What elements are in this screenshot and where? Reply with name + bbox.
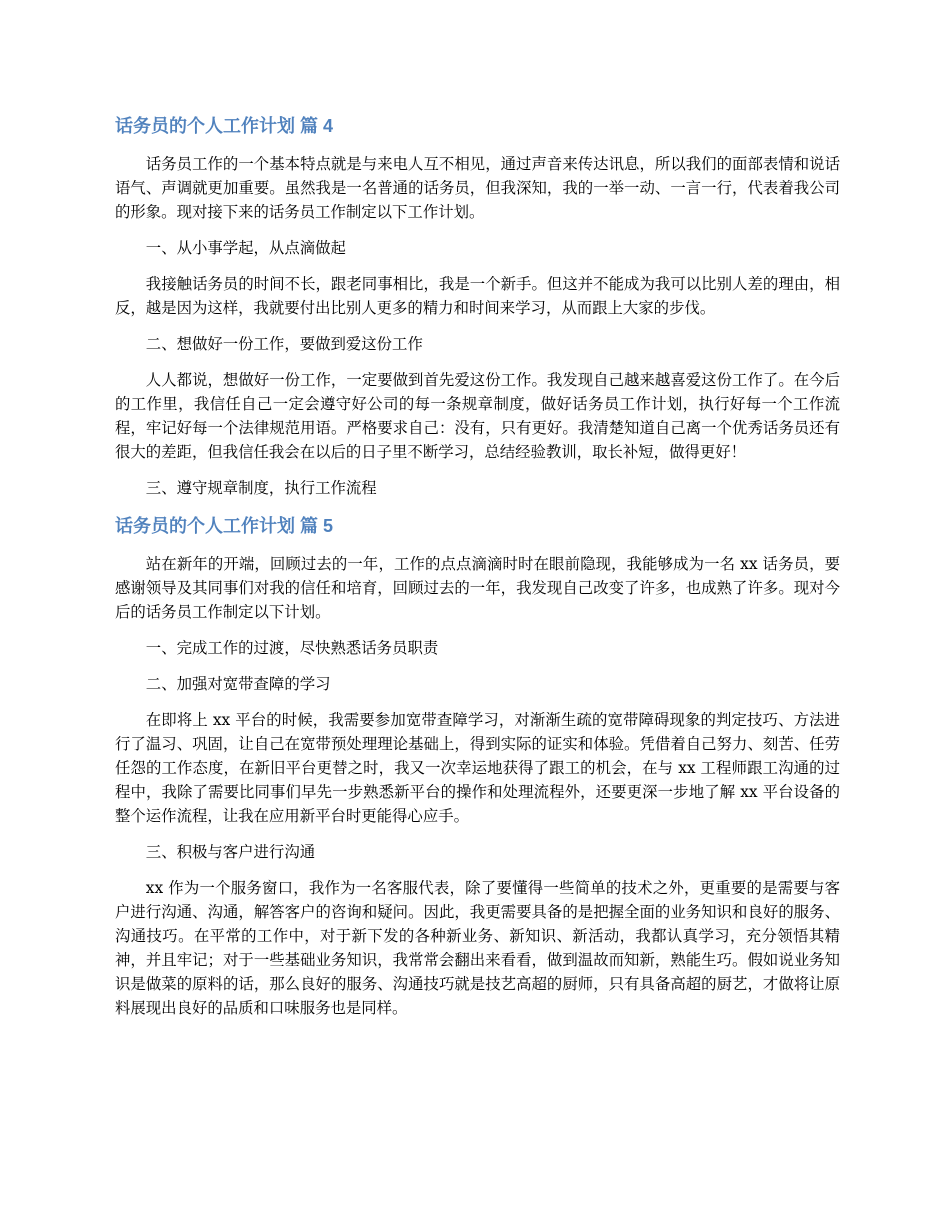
paragraph: 站在新年的开端，回顾过去的一年，工作的点点滴滴时时在眼前隐现，我能够成为一名 xx 话务员，要感谢领导及其同事们对我的信任和培育，回顾过去的一年，我发现自己改变了许多，也成熟了许多。现对今后的话务员工作制定以下计划。 [115,555,840,621]
subheading: 三、遵守规章制度，执行工作流程 [145,479,377,497]
section-4 [115,112,840,500]
section-title: 话务员的个人工作计划 篇 5 [115,516,334,536]
subheading: 二、加强对宽带查障的学习 [145,675,331,693]
paragraph: 我接触话务员的时间不长，跟老同事相比，我是一个新手。但这并不能成为我可以比别人差的理由，相反，越是因为这样，我就要付出比别人更多的精力和时间来学习，从而跟上大家的步伐。 [115,275,840,317]
section-title: 话务员的个人工作计划 篇 4 [115,116,334,136]
document-page [115,112,840,1032]
subheading: 三、积极与客户进行沟通 [145,843,316,861]
paragraph: 在即将上 xx 平台的时候，我需要参加宽带查障学习，对渐渐生疏的宽带障碍现象的判定技巧、方法进行了温习、巩固，让自己在宽带预处理理论基础上，得到实际的证实和体验。凭借着自己努力、刻苦、任劳任怨的工作态度，在新旧平台更替之时，我又一次幸运地获得了跟工的机会，在与 xx 工程师跟工沟通的过程中，我除了需要比同事们早先一步熟悉新平台的操作和处理流程外，还要更深一步地了解 xx 平台设备的整个运作流程，让我在应用新平台时更能得心应手。 [115,711,840,825]
subheading: 一、从小事学起，从点滴做起 [145,239,346,257]
paragraph: 人人都说，想做好一份工作，一定要做到首先爱这份工作。我发现自己越来越喜爱这份工作了。在今后的工作里，我信任自己一定会遵守好公司的每一条规章制度，做好话务员工作计划，执行好每一个工作流程，牢记好每一个法律规范用语。严格要求自己：没有，只有更好。我清楚知道自己离一个优秀话务员还有很大的差距，但我信任我会在以后的日子里不断学习，总结经验教训，取长补短，做得更好！ [115,371,840,461]
subheading: 二、想做好一份工作，要做到爱这份工作 [145,335,423,353]
section-5 [115,512,840,1020]
subheading: 一、完成工作的过渡，尽快熟悉话务员职责 [145,639,439,657]
paragraph: xx 作为一个服务窗口，我作为一名客服代表，除了要懂得一些简单的技术之外，更重要的是需要与客户进行沟通、沟通，解答客户的咨询和疑问。因此，我更需要具备的是把握全面的业务知识和良好的服务、沟通技巧。在平常的工作中，对于新下发的各种新业务、新知识、新活动，我都认真学习，充分领悟其精神，并且牢记；对于一些基础业务知识，我常常会翻出来看看，做到温故而知新，熟能生巧。假如说业务知识是做菜的原料的话，那么良好的服务、沟通技巧就是技艺高超的厨师，只有具备高超的厨艺，才做将让原料展现出良好的品质和口味服务也是同样。 [115,879,840,1017]
paragraph: 话务员工作的一个基本特点就是与来电人互不相见，通过声音来传达讯息，所以我们的面部表情和说话语气、声调就更加重要。虽然我是一名普通的话务员，但我深知，我的一举一动、一言一行，代表着我公司的形象。现对接下来的话务员工作制定以下工作计划。 [115,155,840,221]
